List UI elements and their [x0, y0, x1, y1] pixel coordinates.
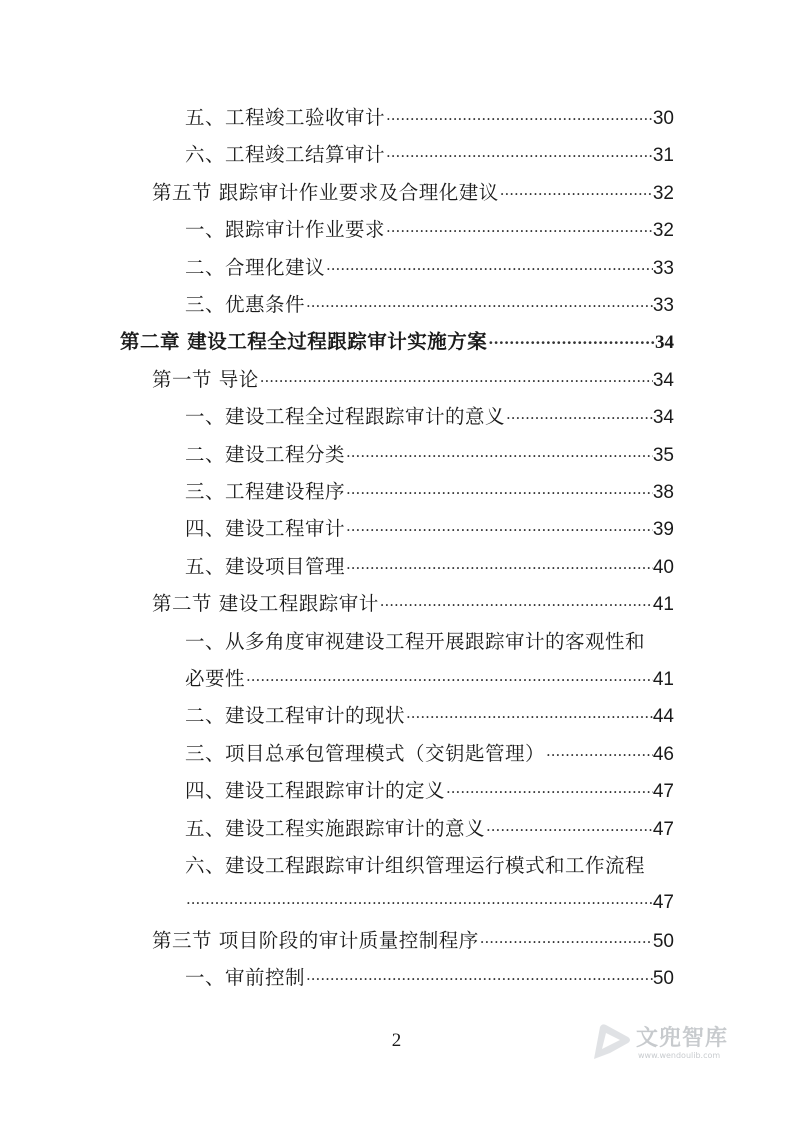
toc-entry-page: 47: [652, 892, 674, 914]
dot-leader: [487, 325, 655, 362]
toc-entry[interactable]: [185, 772, 674, 809]
toc-entry[interactable]: [152, 922, 674, 959]
toc-entry[interactable]: [185, 697, 674, 734]
dot-leader: [245, 662, 653, 699]
toc-entry[interactable]: [185, 286, 674, 323]
logo-icon: [588, 1019, 634, 1065]
toc-entry-title: 三、项目总承包管理模式（交钥匙管理）: [185, 741, 546, 765]
toc-entry-title: 一、从多角度审视建设工程开展跟踪审计的客观性和: [185, 629, 646, 653]
toc-entry-page: 34: [655, 332, 674, 354]
toc-entry-title: 第一节 导论: [152, 367, 259, 391]
toc-entry-continuation[interactable]: [185, 884, 674, 921]
toc-entry-wrapped[interactable]: [185, 623, 674, 660]
toc-entry[interactable]: [185, 99, 674, 136]
toc-entry[interactable]: [152, 361, 674, 398]
toc-entry[interactable]: [185, 810, 674, 847]
toc-entry[interactable]: [152, 585, 674, 622]
toc-entry-wrapped[interactable]: [185, 847, 674, 884]
toc-entry[interactable]: [185, 959, 674, 996]
toc-entry[interactable]: [185, 398, 674, 435]
dot-leader: [405, 699, 653, 736]
dot-leader: [379, 587, 653, 624]
toc-entry-title: 一、建设工程全过程跟踪审计的意义: [185, 405, 506, 429]
toc-entry[interactable]: [185, 136, 674, 173]
toc-entry-page: 41: [652, 594, 674, 616]
dot-leader: [385, 138, 653, 175]
toc-chapter-entry[interactable]: [120, 323, 674, 360]
dot-leader: [185, 885, 653, 922]
dot-leader: [385, 213, 653, 250]
dot-leader: [345, 512, 653, 549]
toc-entry-page: 38: [652, 482, 674, 503]
toc-entry-title: 三、工程建设程序: [185, 480, 346, 503]
dot-leader: [345, 550, 653, 587]
toc-entry-page: 34: [652, 369, 674, 391]
toc-entry[interactable]: [152, 174, 674, 211]
toc-entry-title: 三、优惠条件: [185, 293, 306, 316]
toc-entry-title: 二、建设工程分类: [185, 442, 346, 466]
toc-entry-page: 31: [652, 145, 674, 167]
toc-entry-title: 二、合理化建议: [185, 255, 326, 279]
toc-entry-title: 六、工程竣工结算审计: [185, 143, 386, 167]
toc-entry-page: 40: [652, 556, 674, 578]
toc-entry-title: 第二章 建设工程全过程跟踪审计实施方案: [120, 330, 488, 354]
toc-entry-page: 32: [652, 182, 674, 204]
toc-entry-title: 第五节 跟踪审计作业要求及合理化建议: [152, 180, 499, 204]
toc-entry-page: 46: [652, 743, 674, 765]
dot-leader: [259, 363, 653, 400]
toc-entry-title: 第二节 建设工程跟踪审计: [152, 592, 379, 616]
dot-leader: [385, 101, 653, 138]
dot-leader: [505, 400, 653, 437]
dot-leader: [345, 475, 653, 512]
toc-entry-title: 四、建设工程审计: [185, 517, 346, 541]
watermark-subtext: www.wendoulib.com: [638, 1051, 721, 1060]
toc-entry-page: 50: [652, 930, 674, 952]
toc-entry[interactable]: [185, 436, 674, 473]
dot-leader: [485, 812, 653, 849]
toc-entry-page: 33: [652, 257, 674, 279]
toc-entry-continuation[interactable]: [185, 660, 674, 697]
toc-entry-page: 30: [652, 108, 674, 129]
watermark-logo: [586, 1015, 766, 1075]
toc-entry[interactable]: [185, 548, 674, 585]
toc-entry-title: 四、建设工程跟踪审计的定义: [185, 779, 446, 803]
watermark-text: 文兜智库: [636, 1026, 729, 1051]
toc-entry[interactable]: [185, 735, 674, 772]
toc-entry-title: 五、建设项目管理: [185, 554, 346, 578]
toc-entry[interactable]: [185, 211, 674, 248]
dot-leader: [445, 774, 653, 811]
toc-entry-title: 第三节 项目阶段的审计质量控制程序: [152, 928, 479, 952]
toc-entry-page: 41: [652, 669, 674, 690]
toc-entry-title: 五、建设工程实施跟踪审计的意义: [185, 816, 486, 840]
toc-entry-title: 一、跟踪审计作业要求: [185, 218, 386, 242]
toc-entry[interactable]: [185, 249, 674, 286]
toc-entry-page: 50: [652, 968, 674, 990]
toc-entry-page: 34: [652, 407, 674, 429]
toc-entry-page: 33: [652, 295, 674, 316]
dot-leader: [305, 288, 653, 325]
toc-entry-title: 一、审前控制: [185, 966, 306, 990]
toc-entry-page: 44: [652, 706, 674, 728]
toc-entry-page: 32: [652, 220, 674, 242]
toc-entry[interactable]: [185, 473, 674, 510]
toc-entry[interactable]: [185, 510, 674, 547]
toc-entry-title: 五、工程竣工验收审计: [185, 106, 386, 129]
toc-entry-page: 35: [652, 444, 674, 466]
toc-entry-page: 47: [652, 781, 674, 803]
dot-leader: [345, 438, 653, 475]
dot-leader: [499, 176, 653, 213]
dot-leader: [545, 737, 653, 774]
page-number: 2: [391, 1030, 402, 1051]
toc-entry-page: 47: [652, 818, 674, 840]
toc-entry-title: 六、建设工程跟踪审计组织管理运行模式和工作流程: [185, 854, 646, 877]
dot-leader: [325, 251, 653, 288]
toc-entry-title: 必要性: [185, 667, 246, 690]
toc-entry-title: 二、建设工程审计的现状: [185, 704, 406, 728]
dot-leader: [479, 924, 653, 961]
dot-leader: [305, 961, 653, 998]
toc-entry-page: 39: [652, 519, 674, 541]
